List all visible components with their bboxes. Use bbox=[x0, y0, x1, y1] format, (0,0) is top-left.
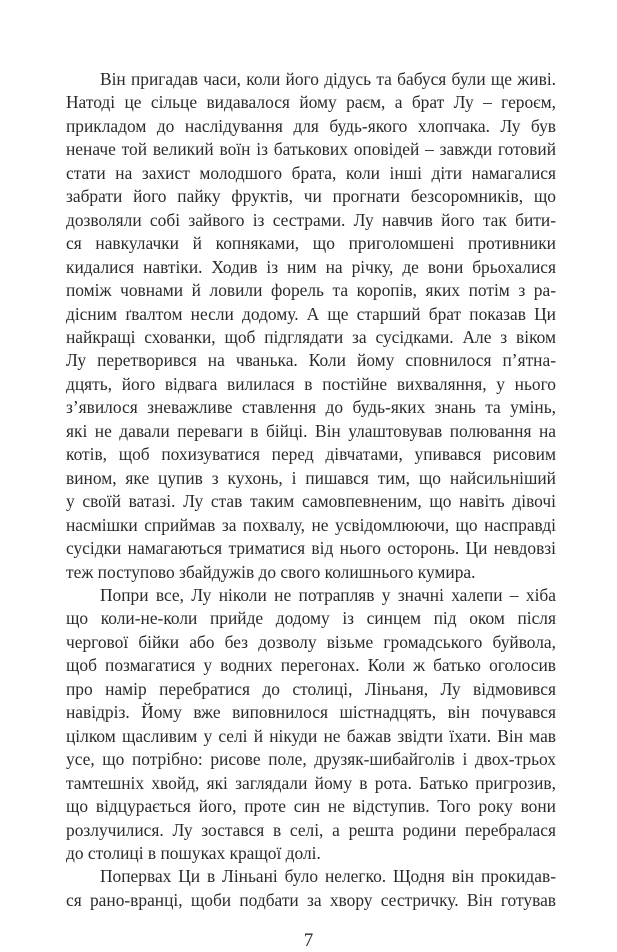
text-line: поміж човнами й ловили форель та коропів, яких потім з ра- bbox=[66, 280, 556, 301]
text-line: у своїй ватазі. Лу став таким самовпевненим, що навіть дівочі bbox=[66, 491, 556, 512]
text-line: цілком щасливим у селі й нікуди не бажав звідти їхати. Він мав bbox=[66, 725, 556, 746]
text-line: найкращі схованки, щоб підглядати за сусідками. Але з віком bbox=[66, 326, 556, 347]
text-line: кидалися навтіки. Ходив із ним на річку, де вони брьохалися bbox=[66, 256, 556, 277]
paragraph bbox=[66, 68, 556, 584]
text-line: розлучилися. Лу зостався в селі, а решта родини перебралася bbox=[66, 819, 556, 840]
text-line: дцять, його відвага вилилася в постійне вихваляння, у нього bbox=[66, 373, 556, 394]
text-line: тамтешніх хвойд, які заглядали йому в рота. Батько пригрозив, bbox=[66, 772, 556, 793]
text-line: що відцурається його, проте син не відступив. Того року вони bbox=[66, 796, 556, 817]
text-line: сусідки намагаються триматися від нього осторонь. Ци невдовзі bbox=[66, 538, 556, 559]
text-line: неначе той великий воїн із батькових оповідей – завжди готовий bbox=[66, 139, 556, 160]
text-line: дозволяли собі зайвого із сестрами. Лу навчив його так бити- bbox=[66, 209, 556, 230]
text-line: котів, щоб похизуватися перед дівчатами, упивався рисовим bbox=[66, 444, 556, 465]
text-line: Лу перетворився на чванька. Коли йому сповнилося п’ятна- bbox=[66, 350, 556, 371]
text-line: чергової бійки або без дозволу візьме громадського буйвола, bbox=[66, 631, 556, 652]
text-line: які не давали переваги в бійці. Він улаштовував полювання на bbox=[66, 420, 556, 441]
text-line: Попервах Ци в Ліньані було нелегко. Щодня він прокидав- bbox=[100, 866, 556, 887]
text-line: насмішки сприймав за похвалу, не усвідомлюючи, що насправді bbox=[66, 514, 556, 535]
text-line: теж поступово збайдужів до свого колишнього кумира. bbox=[66, 561, 476, 582]
text-line: про намір перебратися до столиці, Ліньаня, Лу відмовився bbox=[66, 678, 556, 699]
text-line: усе, що потрібно: рисове поле, друзяк-шибайголів і двох-трьох bbox=[66, 749, 556, 770]
text-line: до столиці в пошуках кращої долі. bbox=[66, 842, 321, 863]
page-body bbox=[66, 68, 556, 912]
paragraph bbox=[66, 584, 556, 865]
text-line: Попри все, Лу ніколи не потрапляв у значні халепи – хіба bbox=[100, 584, 556, 605]
page-number: 7 bbox=[303, 930, 314, 952]
text-line: ся рано-вранці, щоби подбати за хвору сестричку. Він готував bbox=[66, 889, 556, 910]
paragraph bbox=[66, 865, 556, 912]
text-line: щоб позмагатися у водних перегонах. Коли ж батько оголосив bbox=[66, 655, 556, 676]
text-line: Натоді це сільце видавалося йому раєм, а брат Лу – героєм, bbox=[66, 92, 556, 113]
text-line: стати на захист молодшого брата, коли інші діти намагалися bbox=[66, 162, 556, 183]
text-line: забрати його пайку фруктів, чи прогнати безсоромників, що bbox=[66, 186, 556, 207]
text-line: з’явилося зневажливе ставлення до будь-яких знань та умінь, bbox=[66, 397, 556, 418]
text-line: навідріз. Йому вже виповнилося шістнадцять, він почувався bbox=[66, 702, 556, 723]
text-line: дісним ґвалтом несли додому. А ще старший брат показав Ци bbox=[66, 303, 556, 324]
text-line: Він пригадав часи, коли його дідусь та бабуся були ще живі. bbox=[100, 69, 556, 89]
text-line: прикладом до наслідування для будь-якого хлопчака. Лу був bbox=[66, 115, 556, 136]
text-line: вином, яке цупив з кухонь, і пишався тим, що найсильніший bbox=[66, 467, 556, 488]
text-line: що коли-не-коли прийде додому із синцем під оком після bbox=[66, 608, 556, 629]
text-line: ся навкулачки й копняками, що приголомшені противники bbox=[66, 233, 556, 254]
